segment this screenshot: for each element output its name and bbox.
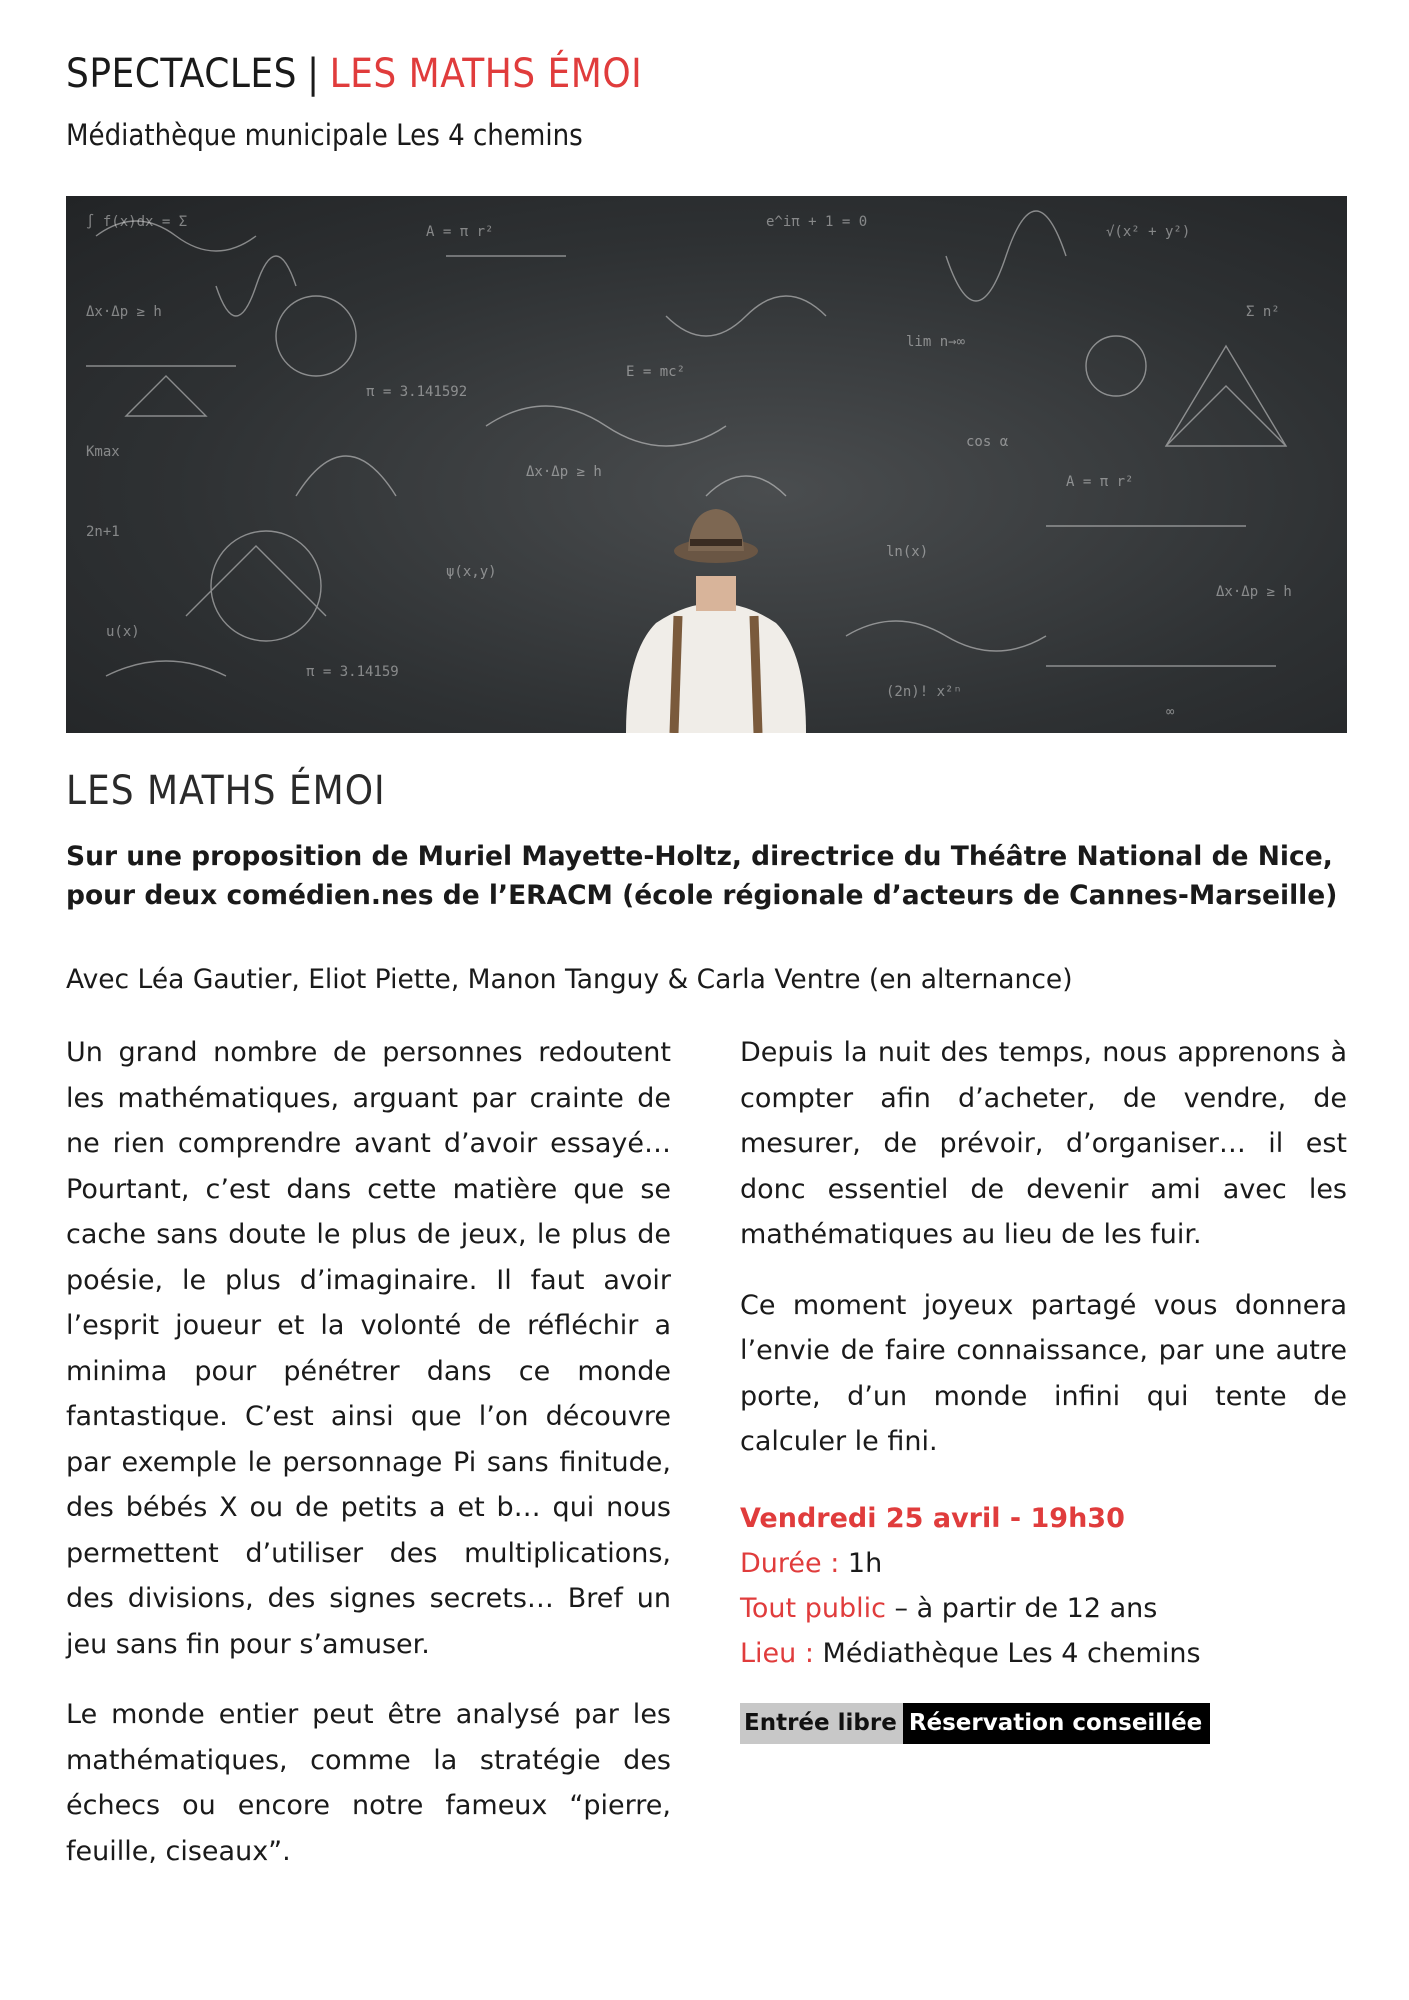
- title-separator: |: [306, 51, 320, 97]
- right-paragraph-1: Depuis la nuit des temps, nous apprenons à compter afin d’acheter, de vendre, de mesurer, de prévoir, d’organiser… il est donc essentiel de devenir ami avec les mathématiques au lieu de les fuir.: [740, 1037, 1347, 1250]
- duration-value: 1h: [847, 1548, 883, 1579]
- venue-subtitle: Médiathèque municipale Les 4 chemins: [66, 118, 583, 152]
- svg-text:Δx·Δp ≥ h: Δx·Δp ≥ h: [86, 304, 162, 320]
- event-date: Vendredi 25 avril - 19h30: [740, 1503, 1125, 1534]
- duration-row: [740, 1541, 1201, 1586]
- svg-text:∞: ∞: [1166, 704, 1175, 720]
- svg-text:ψ(x,y): ψ(x,y): [446, 564, 497, 580]
- lead-paragraph: Sur une proposition de Muriel Mayette-Holtz, directrice du Théâtre National de Nice, pour deux comédien.nes de l’ERACM (école régionale d’acteurs de Cannes-Marseille): [66, 841, 1338, 911]
- category-label: SPECTACLES: [66, 51, 297, 97]
- man-figure: [626, 509, 806, 733]
- svg-text:u(x): u(x): [106, 624, 140, 640]
- svg-text:2n+1: 2n+1: [86, 524, 120, 540]
- audience-label: Tout public: [740, 1593, 886, 1624]
- entry-badge: Entrée libre: [740, 1703, 903, 1744]
- cast-line: Avec Léa Gautier, Eliot Piette, Manon Tanguy & Carla Ventre (en alternance): [66, 964, 1073, 995]
- svg-text:Σ n²: Σ n²: [1246, 304, 1280, 320]
- booking-badge: Réservation conseillée: [903, 1703, 1210, 1744]
- chalkboard-illustration: [66, 196, 1347, 733]
- duration-label: Durée :: [740, 1548, 840, 1579]
- svg-text:Δx·Δp ≥ h: Δx·Δp ≥ h: [1216, 584, 1292, 600]
- svg-text:√(x² + y²): √(x² + y²): [1106, 224, 1191, 240]
- svg-text:π = 3.141592: π = 3.141592: [366, 384, 468, 400]
- svg-text:(2n)! x²ⁿ: (2n)! x²ⁿ: [886, 684, 962, 700]
- left-paragraph-1: Un grand nombre de personnes redoutent les mathématiques, arguant par crainte de ne rien comprendre avant d’avoir essayé… Pourtant, c’est dans cette matière que se cache sans doute le plus de jeux, le plus de poésie, le plus d’imaginaire. Il faut avoir l’esprit joueur et la volonté de réfléchir a minima pour pénétrer dans ce monde fantastique. C’est ainsi que l’on découvre par exemple le personnage Pi sans finitude, des bébés X ou de petits a et b… qui nous permettent d’utiliser des multiplications, des divisions, des signes secrets… Bref un jeu sans fin pour s’amuser.: [66, 1037, 671, 1660]
- show-title-header: LES MATHS ÉMOI: [329, 51, 643, 97]
- section-title: LES MATHS ÉMOI: [66, 768, 386, 814]
- event-info: [740, 1496, 1201, 1676]
- place-value: Médiathèque Les 4 chemins: [822, 1638, 1201, 1669]
- right-paragraph-2: Ce moment joyeux partagé vous donnera l’envie de faire connaissance, par une autre porte, d’un monde infini qui tente de calculer le fini.: [740, 1289, 1347, 1457]
- svg-text:lim n→∞: lim n→∞: [906, 334, 966, 350]
- hero-image-chalkboard: [66, 196, 1347, 733]
- svg-text:A = π r²: A = π r²: [1066, 474, 1134, 490]
- audience-row: [740, 1586, 1201, 1631]
- svg-text:cos α: cos α: [966, 434, 1009, 450]
- audience-value: – à partir de 12 ans: [894, 1593, 1158, 1624]
- place-label: Lieu :: [740, 1638, 814, 1669]
- right-column: [740, 1030, 1347, 1465]
- svg-text:π = 3.14159: π = 3.14159: [306, 664, 399, 680]
- place-row: [740, 1631, 1201, 1676]
- left-column: [66, 1030, 671, 1874]
- svg-text:∫ f(x)dx = Σ: ∫ f(x)dx = Σ: [86, 214, 188, 230]
- badges: [740, 1703, 1210, 1744]
- header-title: [66, 52, 642, 96]
- svg-text:Kmax: Kmax: [86, 444, 120, 460]
- svg-text:e^iπ + 1 = 0: e^iπ + 1 = 0: [766, 214, 868, 230]
- svg-text:Δx·Δp ≥ h: Δx·Δp ≥ h: [526, 464, 602, 480]
- svg-text:A = π r²: A = π r²: [426, 224, 494, 240]
- svg-text:E = mc²: E = mc²: [626, 364, 686, 380]
- page-header: [66, 52, 642, 152]
- svg-text:ln(x): ln(x): [886, 544, 929, 560]
- left-paragraph-2: Le monde entier peut être analysé par les mathématiques, comme la stratégie des échecs ou encore notre fameux “pierre, feuille, ciseaux”.: [66, 1699, 671, 1867]
